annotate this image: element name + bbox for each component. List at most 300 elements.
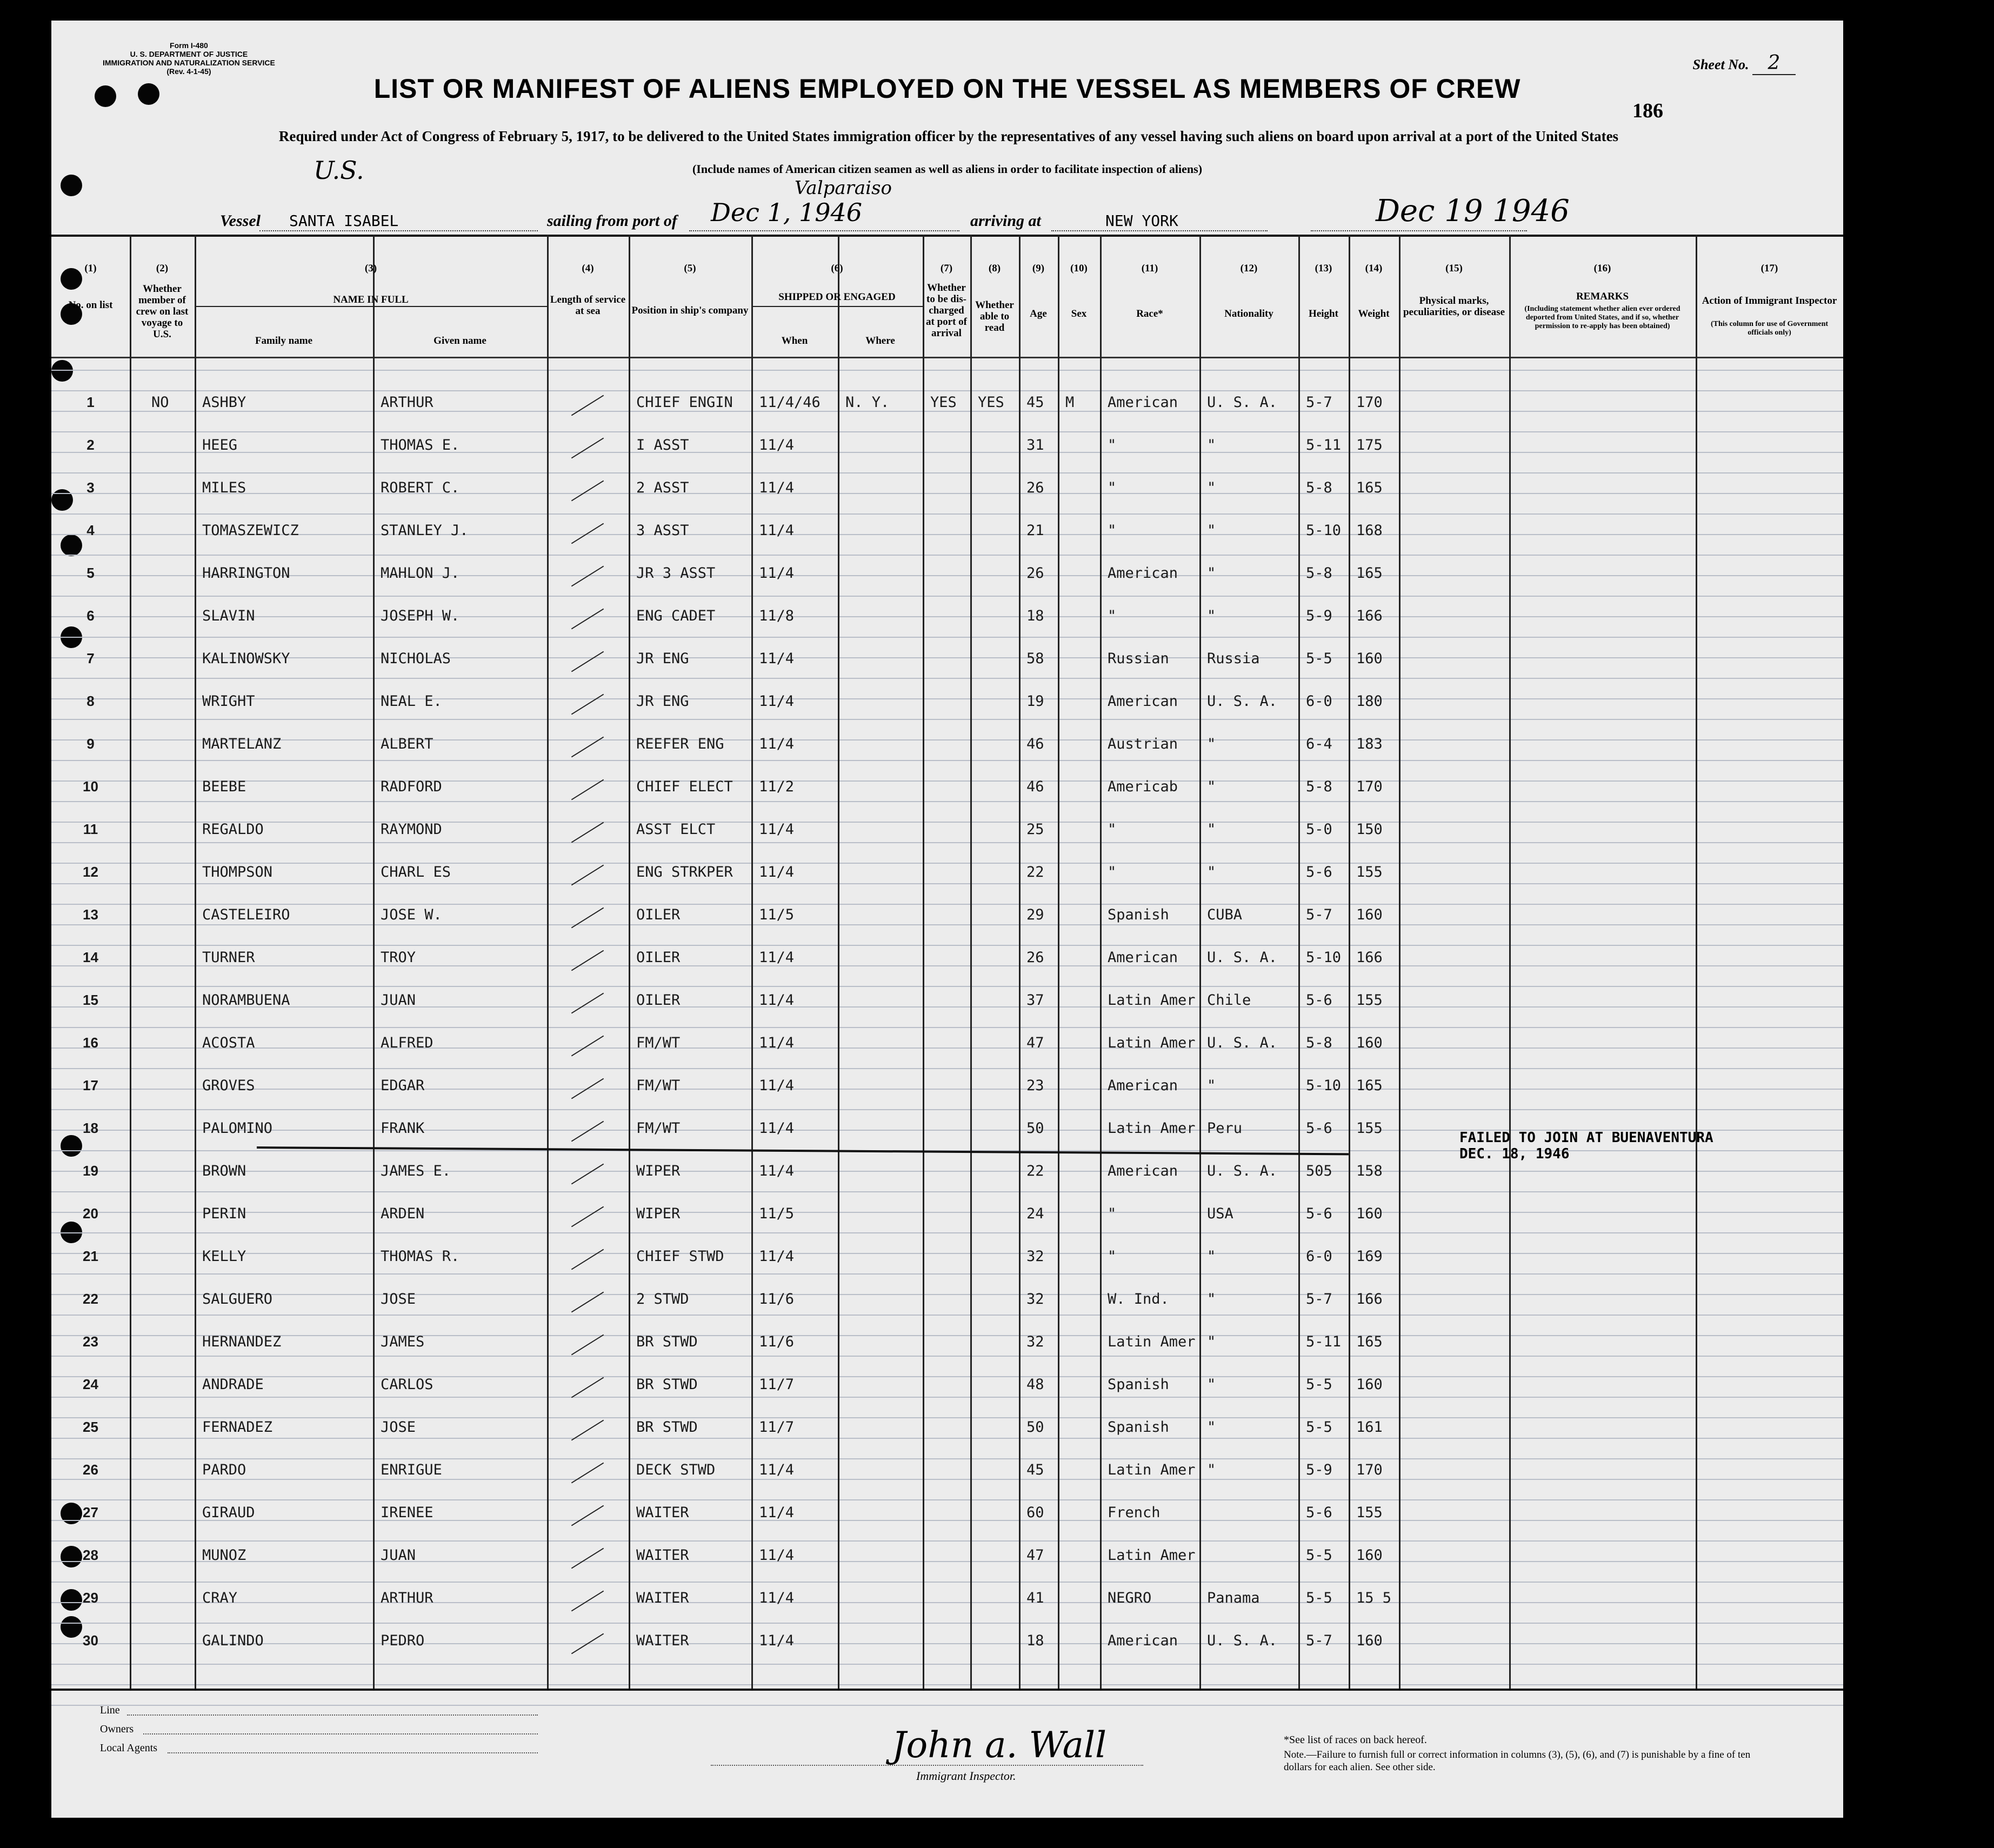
ruled-line <box>51 986 1843 987</box>
cell-race: Latin Amer <box>1108 1333 1196 1350</box>
cell-race: Russian <box>1108 650 1169 667</box>
cell-age: 32 <box>1026 1248 1044 1265</box>
header-height: Height <box>1309 308 1338 319</box>
handwritten-arrival-date: Dec 19 1946 <box>1376 194 1570 229</box>
row-number: 15 <box>83 992 98 1008</box>
cell-race: Americab <box>1108 778 1178 795</box>
cell-position: WAITER <box>636 1504 689 1521</box>
cell-age: 60 <box>1026 1504 1044 1521</box>
cell-family: KALINOWSKY <box>202 650 290 667</box>
column-number: (9) <box>1032 263 1045 274</box>
column-number: (16) <box>1593 263 1611 274</box>
cell-given: JAMES <box>381 1333 425 1350</box>
cell-race: American <box>1108 565 1178 582</box>
cell-height: 5-8 <box>1306 1035 1332 1051</box>
department-name: U. S. DEPARTMENT OF JUSTICE <box>130 50 248 58</box>
ruled-line <box>51 555 1843 556</box>
row-number: 4 <box>86 522 95 538</box>
row-number: 28 <box>83 1547 98 1563</box>
cell-when: 11/5 <box>759 906 795 923</box>
check-mark <box>571 779 604 800</box>
cell-nationality: U. S. A. <box>1207 949 1278 966</box>
cell-weight: 160 <box>1356 1205 1383 1222</box>
column-rule <box>195 235 196 1689</box>
inspector-signature: John a. Wall <box>892 1724 1107 1766</box>
cell-family: HERNANDEZ <box>202 1333 282 1350</box>
cell-height: 5-8 <box>1306 565 1332 582</box>
cell-discharged: YES <box>930 394 957 411</box>
ruled-line <box>51 965 1843 966</box>
cell-weight: 166 <box>1356 949 1383 966</box>
header-weight: Weight <box>1358 308 1390 319</box>
cell-age: 23 <box>1026 1077 1044 1094</box>
header-action: Action of Immigrant Inspector <box>1702 295 1837 306</box>
column-number: (12) <box>1240 263 1258 274</box>
row-number: 25 <box>83 1419 98 1435</box>
ruled-line <box>51 678 1843 679</box>
cell-nationality: U. S. A. <box>1207 394 1278 411</box>
cell-family: ASHBY <box>202 394 246 411</box>
cell-weight: 160 <box>1356 650 1383 667</box>
cell-when: 11/4 <box>759 864 795 880</box>
cell-race: American <box>1108 1077 1178 1094</box>
row-number: 10 <box>83 778 98 795</box>
cell-nationality: " <box>1207 864 1216 880</box>
cell-race: American <box>1108 1632 1178 1649</box>
ruled-line <box>51 760 1843 761</box>
cell-height: 5-5 <box>1306 650 1332 667</box>
footer-owners-field <box>143 1732 538 1734</box>
row-number: 3 <box>86 479 95 496</box>
row-number: 8 <box>86 693 95 709</box>
cell-age: 46 <box>1026 736 1044 752</box>
cell-position: WIPER <box>636 1163 681 1179</box>
cell-when: 11/7 <box>759 1419 795 1436</box>
check-mark <box>571 1206 604 1227</box>
cell-given: ALFRED <box>381 1035 434 1051</box>
column-rule <box>1399 235 1401 1689</box>
cell-when: 11/4 <box>759 821 795 838</box>
footer-owners-label: Owners <box>100 1723 134 1735</box>
cell-nationality: " <box>1207 522 1216 539</box>
cell-family: BEEBE <box>202 778 246 795</box>
include-note: (Include names of American citizen seamen as well as aliens in order to facilitate inspection of aliens) <box>692 162 1203 176</box>
cell-family: THOMPSON <box>202 864 273 880</box>
cell-weight: 170 <box>1356 1462 1383 1478</box>
cell-given: NEAL E. <box>381 693 442 710</box>
row-number: 1 <box>86 394 95 410</box>
cell-race: " <box>1108 522 1117 539</box>
cell-family: BROWN <box>202 1163 246 1179</box>
cell-height: 5-6 <box>1306 1504 1332 1521</box>
row-number: 2 <box>86 437 95 453</box>
column-rule <box>130 235 131 1689</box>
cell-position: BR STWD <box>636 1419 698 1436</box>
cell-when: 11/2 <box>759 778 795 795</box>
ruled-line <box>51 493 1843 494</box>
check-mark <box>571 950 604 971</box>
check-mark <box>571 1377 604 1398</box>
check-mark <box>571 822 604 843</box>
cell-when: 11/4 <box>759 1547 795 1564</box>
cell-race: " <box>1108 1205 1117 1222</box>
cell-age: 25 <box>1026 821 1044 838</box>
column-rule <box>1298 235 1300 1689</box>
check-mark <box>571 438 604 459</box>
header-name-in-full: NAME IN FULL <box>333 294 409 305</box>
ruled-line <box>51 1171 1843 1172</box>
sailing-label: sailing from port of <box>547 212 677 230</box>
cell-nationality: USA <box>1207 1205 1233 1222</box>
cell-height: 5-7 <box>1306 906 1332 923</box>
cell-height: 5-5 <box>1306 1376 1332 1393</box>
header-physical-marks: Physical marks, peculiarities, or disease <box>1403 295 1505 318</box>
cell-family: PALOMINO <box>202 1120 273 1137</box>
check-mark <box>571 1335 604 1356</box>
cell-age: 37 <box>1026 992 1044 1009</box>
cell-weight: 161 <box>1356 1419 1383 1436</box>
cell-position: ENG STRKPER <box>636 864 733 880</box>
cell-read: YES <box>978 394 1004 411</box>
cell-nationality: " <box>1207 437 1216 453</box>
cell-position: ASST ELCT <box>636 821 716 838</box>
cell-height: 5-7 <box>1306 394 1332 411</box>
column-number: (1) <box>84 263 97 274</box>
cell-given: JUAN <box>381 1547 416 1564</box>
cell-race: " <box>1108 437 1117 453</box>
cell-given: ENRIGUE <box>381 1462 442 1478</box>
cell-when: 11/4 <box>759 565 795 582</box>
cell-race: NEGRO <box>1108 1590 1152 1606</box>
signature-line <box>711 1764 1143 1766</box>
cell-position: JR 3 ASST <box>636 565 716 582</box>
cell-weight: 170 <box>1356 778 1383 795</box>
ruled-line <box>51 370 1843 371</box>
cell-when: 11/4/46 <box>759 394 821 411</box>
cell-weight: 155 <box>1356 864 1383 880</box>
check-mark <box>571 1591 604 1612</box>
cell-given: JOSE <box>381 1291 416 1307</box>
column-rule <box>970 235 972 1689</box>
column-number: (15) <box>1445 263 1463 274</box>
cell-family: CASTELEIRO <box>202 906 290 923</box>
ruled-line <box>51 431 1843 432</box>
cell-position: FM/WT <box>636 1120 681 1137</box>
column-number: (2) <box>156 263 169 274</box>
check-mark <box>571 1249 604 1270</box>
cell-position: OILER <box>636 949 681 966</box>
cell-nationality: Peru <box>1207 1120 1243 1137</box>
cell-age: 24 <box>1026 1205 1044 1222</box>
cell-age: 22 <box>1026 864 1044 880</box>
ruled-line <box>51 1520 1843 1521</box>
header-bottom-rule <box>51 357 1843 358</box>
cell-age: 18 <box>1026 1632 1044 1649</box>
cell-race: Latin Amer <box>1108 1035 1196 1051</box>
form-number: Form I-480 <box>170 41 208 50</box>
check-mark <box>571 395 604 416</box>
cell-age: 21 <box>1026 522 1044 539</box>
arriving-label: arriving at <box>970 212 1041 230</box>
cell-age: 50 <box>1026 1120 1044 1137</box>
header-shipped-engaged: SHIPPED OR ENGAGED <box>778 291 896 303</box>
cell-weight: 170 <box>1356 394 1383 411</box>
column-rule <box>1509 235 1511 1689</box>
cell-family: GIRAUD <box>202 1504 255 1521</box>
ruled-line <box>51 1068 1843 1069</box>
cell-position: FM/WT <box>636 1077 681 1094</box>
row-number: 6 <box>86 608 95 624</box>
cell-nationality: " <box>1207 1077 1216 1094</box>
vessel-line <box>51 199 1843 235</box>
header-action-sub: (This column for use of Government officials only) <box>1710 320 1829 337</box>
ruled-line <box>51 924 1843 925</box>
cell-height: 5-10 <box>1306 949 1342 966</box>
ruled-line <box>51 1561 1843 1562</box>
cell-weight: 158 <box>1356 1163 1383 1179</box>
header-discharged: Whether to be dis-charged at port of arrival <box>926 282 967 339</box>
row-number: 20 <box>83 1205 98 1222</box>
cell-given: FRANK <box>381 1120 425 1137</box>
cell-race: American <box>1108 949 1178 966</box>
column-rule <box>1058 235 1059 1689</box>
cell-family: REGALDO <box>202 821 264 838</box>
row-number: 5 <box>86 565 95 581</box>
ruled-line <box>51 719 1843 720</box>
cell-when: 11/4 <box>759 949 795 966</box>
column-rule <box>923 235 924 1689</box>
header-member-last-voyage: Whether member of crew on last voyage to U.S. <box>136 283 189 340</box>
cell-family: HEEG <box>202 437 238 453</box>
cell-race: " <box>1108 479 1117 496</box>
handwritten-us: U.S. <box>314 156 364 185</box>
cell-height: 5-9 <box>1306 608 1332 624</box>
cell-height: 5-0 <box>1306 821 1332 838</box>
cell-when: 11/4 <box>759 1077 795 1094</box>
header-remarks: REMARKS <box>1576 291 1629 302</box>
ruled-line <box>51 904 1843 905</box>
cell-position: I ASST <box>636 437 689 453</box>
cell-age: 26 <box>1026 479 1044 496</box>
row-number: 26 <box>83 1462 98 1478</box>
revision-date: (Rev. 4-1-45) <box>166 67 211 76</box>
cell-height: 5-7 <box>1306 1632 1332 1649</box>
header-length-service: Length of service at sea <box>550 294 626 317</box>
sheet-value: 2 <box>1752 52 1796 75</box>
cell-when: 11/4 <box>759 693 795 710</box>
cell-weight: 155 <box>1356 1120 1383 1137</box>
cell-family: MILES <box>202 479 246 496</box>
check-mark <box>571 694 604 715</box>
cell-age: 46 <box>1026 778 1044 795</box>
column-number: (7) <box>940 263 953 274</box>
ruled-line <box>51 1705 1843 1706</box>
cell-nationality: " <box>1207 1248 1216 1265</box>
ruled-line <box>51 1397 1843 1398</box>
cell-family: MUNOZ <box>202 1547 246 1564</box>
column-number: (6) <box>831 263 843 274</box>
column-rule <box>1100 235 1102 1689</box>
ruled-line <box>51 842 1843 843</box>
cell-position: FM/WT <box>636 1035 681 1051</box>
cell-weight: 165 <box>1356 565 1383 582</box>
cell-age: 19 <box>1026 693 1044 710</box>
ruled-line <box>51 472 1843 473</box>
ruled-line <box>51 1273 1843 1275</box>
cell-age: 32 <box>1026 1291 1044 1307</box>
ruled-line <box>51 1212 1843 1213</box>
handwritten-sailing-date: Dec 1, 1946 <box>711 198 863 227</box>
arriving-port: NEW YORK <box>1105 212 1178 230</box>
column-rule <box>1696 235 1697 1689</box>
cell-when: 11/6 <box>759 1333 795 1350</box>
cell-height: 5-8 <box>1306 778 1332 795</box>
cell-weight: 175 <box>1356 437 1383 453</box>
cell-weight: 160 <box>1356 906 1383 923</box>
ruled-line <box>51 1027 1843 1028</box>
cell-given: RAYMOND <box>381 821 442 838</box>
form-label <box>103 41 275 76</box>
cell-height: 5-5 <box>1306 1419 1332 1436</box>
cell-when: 11/4 <box>759 479 795 496</box>
cell-family: PERIN <box>202 1205 246 1222</box>
ruled-line <box>51 1191 1843 1192</box>
row-number: 22 <box>83 1291 98 1307</box>
cell-position: 3 ASST <box>636 522 689 539</box>
ruled-line <box>51 1623 1843 1624</box>
row-number: 24 <box>83 1376 98 1392</box>
cell-weight: 165 <box>1356 479 1383 496</box>
column-rule <box>1199 235 1201 1689</box>
cell-height: 6-0 <box>1306 693 1332 710</box>
cell-race: Latin Amer <box>1108 1120 1196 1137</box>
column-rule <box>547 235 549 1689</box>
cell-race: " <box>1108 608 1117 624</box>
header-subrule <box>195 306 547 307</box>
cell-sex: M <box>1065 394 1075 411</box>
row-number: 17 <box>83 1077 98 1093</box>
cell-weight: 183 <box>1356 736 1383 752</box>
cell-given: THOMAS E. <box>381 437 460 453</box>
header-family-name: Family name <box>255 335 313 346</box>
cell-nationality: " <box>1207 778 1216 795</box>
cell-nationality: U. S. A. <box>1207 1163 1278 1179</box>
ruled-line <box>51 1540 1843 1542</box>
cell-weight: 165 <box>1356 1077 1383 1094</box>
row-number: 9 <box>86 736 95 752</box>
cell-position: CHIEF ELECT <box>636 778 733 795</box>
table-bottom-rule <box>51 1689 1843 1691</box>
ruled-line <box>51 411 1843 412</box>
ruled-line <box>51 1438 1843 1439</box>
cell-race: Spanish <box>1108 1376 1169 1393</box>
cell-given: ARTHUR <box>381 1590 434 1606</box>
cell-weight: 168 <box>1356 522 1383 539</box>
footer-line-label: Line <box>100 1704 120 1716</box>
cell-race: American <box>1108 1163 1178 1179</box>
cell-when: 11/4 <box>759 522 795 539</box>
column-rule <box>838 235 839 1689</box>
row-number: 29 <box>83 1590 98 1606</box>
cell-position: DECK STWD <box>636 1462 716 1478</box>
page-title: LIST OR MANIFEST OF ALIENS EMPLOYED ON THE VESSEL AS MEMBERS OF CREW <box>374 74 1521 104</box>
cell-height: 5-9 <box>1306 1462 1332 1478</box>
header-remarks-sub: (Including statement whether alien ever ordered deported from United States, and if so, whether permission to re-apply has been obtained) <box>1524 305 1680 330</box>
cell-nationality: Chile <box>1207 992 1251 1009</box>
cell-position: REEFER ENG <box>636 736 724 752</box>
cell-when: 11/4 <box>759 437 795 453</box>
cell-age: 31 <box>1026 437 1044 453</box>
ruled-line <box>51 390 1843 391</box>
manifest-sheet <box>51 21 1843 1818</box>
cell-nationality: " <box>1207 821 1216 838</box>
cell-race: Spanish <box>1108 1419 1169 1436</box>
header-subrule <box>751 306 923 307</box>
cell-age: 26 <box>1026 949 1044 966</box>
ruled-line <box>51 534 1843 535</box>
ruled-line <box>51 1356 1843 1357</box>
cell-nationality: " <box>1207 1333 1216 1350</box>
cell-given: JAMES E. <box>381 1163 451 1179</box>
row-number: 7 <box>86 650 95 666</box>
cell-height: 5-6 <box>1306 992 1332 1009</box>
cell-race: Latin Amer <box>1108 1462 1196 1478</box>
vessel-label: Vessel <box>220 212 261 230</box>
cell-when: 11/4 <box>759 1462 795 1478</box>
cell-when: 11/4 <box>759 1035 795 1051</box>
column-number: (11) <box>1141 263 1158 274</box>
cell-when: 11/4 <box>759 1248 795 1265</box>
cell-nationality: " <box>1207 1291 1216 1307</box>
ruled-line <box>51 1006 1843 1008</box>
row-number: 21 <box>83 1248 98 1264</box>
cell-height: 5-11 <box>1306 437 1342 453</box>
cell-age: 26 <box>1026 565 1044 582</box>
header-when: When <box>781 335 808 346</box>
cell-nationality: " <box>1207 1462 1216 1478</box>
cell-weight: 166 <box>1356 1291 1383 1307</box>
column-number: (4) <box>582 263 594 274</box>
cell-nationality: " <box>1207 565 1216 582</box>
cell-when: 11/4 <box>759 1590 795 1606</box>
check-mark <box>571 865 604 886</box>
header-race: Race* <box>1136 308 1163 319</box>
cell-family: MARTELANZ <box>202 736 282 752</box>
row-number: 12 <box>83 864 98 880</box>
check-mark <box>571 1164 604 1185</box>
cell-height: 5-11 <box>1306 1333 1342 1350</box>
cell-position: OILER <box>636 992 681 1009</box>
cell-given: ARTHUR <box>381 394 434 411</box>
cell-age: 58 <box>1026 650 1044 667</box>
cell-race: " <box>1108 821 1117 838</box>
handwritten-port: Valparaiso <box>795 177 892 199</box>
cell-when: 11/5 <box>759 1205 795 1222</box>
cell-height: 5-5 <box>1306 1590 1332 1606</box>
cell-given: STANLEY J. <box>381 522 469 539</box>
cell-height: 5-5 <box>1306 1547 1332 1564</box>
cell-given: THOMAS R. <box>381 1248 460 1265</box>
arrival-date-line <box>1311 223 1527 231</box>
cell-given: IRENEE <box>381 1504 434 1521</box>
cell-height: 5-10 <box>1306 1077 1342 1094</box>
row-number: 18 <box>83 1120 98 1136</box>
row-number: 23 <box>83 1333 98 1350</box>
cell-weight: 155 <box>1356 992 1383 1009</box>
remark-failed-to-join <box>1459 1130 1713 1162</box>
cell-nationality: " <box>1207 736 1216 752</box>
check-mark <box>571 1548 604 1569</box>
